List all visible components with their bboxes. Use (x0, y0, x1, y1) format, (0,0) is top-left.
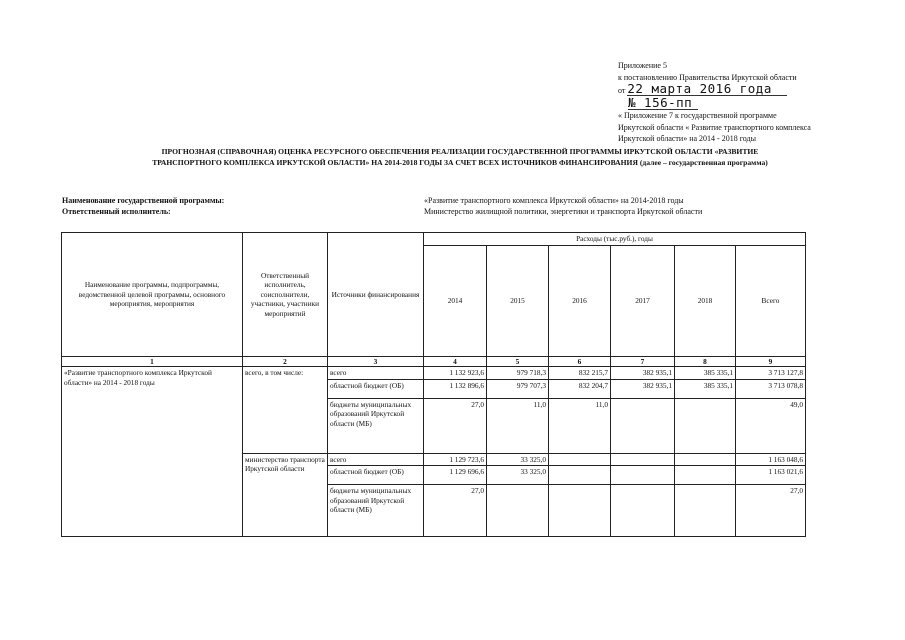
value-cell: 979 707,3 (487, 379, 549, 398)
source-cell: бюджеты муниципальных образований Иркутской области (МБ) (328, 485, 424, 537)
col-num: 4 (424, 356, 487, 367)
value-cell: 382 935,1 (611, 379, 675, 398)
source-cell: всего (328, 453, 424, 466)
executor-label: Ответственный исполнитель: (62, 207, 171, 216)
program-value: «Развитие транспортного комплекса Иркутской области» на 2014-2018 годы (424, 196, 684, 205)
document-title (60, 146, 860, 168)
col-num: 3 (328, 356, 424, 367)
appendix-line5: « Приложение 7 к государственной программе (618, 111, 777, 120)
year-2017: 2017 (611, 245, 675, 356)
col-num: 1 (62, 356, 243, 367)
executor-ministry-cell: министерство транспорта Иркутской области (243, 453, 328, 537)
source-cell: областной бюджет (ОБ) (328, 379, 424, 398)
value-cell (487, 485, 549, 537)
source-cell: бюджеты муниципальных образований Иркутской области (МБ) (328, 398, 424, 453)
value-cell (675, 485, 736, 537)
value-cell: 1 129 696,6 (424, 466, 487, 485)
appendix-line2: к постановлению Правительства Иркутской области (618, 72, 797, 82)
value-cell (549, 466, 611, 485)
value-cell: 1 129 723,6 (424, 453, 487, 466)
header-source: Источники финансирования (328, 233, 424, 357)
value-cell: 27,0 (736, 485, 806, 537)
value-cell (549, 453, 611, 466)
year-2015: 2015 (487, 245, 549, 356)
year-total: Всего (736, 245, 806, 356)
table-row (62, 367, 806, 380)
year-2014: 2014 (424, 245, 487, 356)
appendix-from: от (618, 86, 626, 95)
value-cell (611, 398, 675, 453)
executor-all-cell: всего, в том числе: (243, 367, 328, 454)
title-line1: ПРОГНОЗНАЯ (СПРАВОЧНАЯ) ОЦЕНКА РЕСУРСНОГО ОБЕСПЕЧЕНИЯ РЕАЛИЗАЦИИ ГОСУДАРСТВЕННОЙ ПРОГРАММЫ ИРКУТСКОЙ ОБЛАСТИ «РАЗВИТИЕ (161, 147, 759, 156)
col-num: 8 (675, 356, 736, 367)
value-cell: 11,0 (487, 398, 549, 453)
appendix-number: № 156-пп (628, 97, 698, 110)
value-cell: 33 325,0 (487, 466, 549, 485)
value-cell: 3 713 127,8 (736, 367, 806, 380)
value-cell: 33 325,0 (487, 453, 549, 466)
value-cell: 1 132 896,6 (424, 379, 487, 398)
header-executor: Ответственный исполнитель, соисполнители, участники, участники мероприятий (243, 233, 328, 357)
value-cell (675, 466, 736, 485)
value-cell (549, 485, 611, 537)
value-cell: 11,0 (549, 398, 611, 453)
value-cell (611, 453, 675, 466)
value-cell: 1 163 021,6 (736, 466, 806, 485)
value-cell: 832 215,7 (549, 367, 611, 380)
title-line2: ТРАНСПОРТНОГО КОМПЛЕКСА ИРКУТСКОЙ ОБЛАСТИ» НА 2014-2018 ГОДЫ ЗА СЧЕТ ВСЕХ ИСТОЧНИКОВ ФИНАНСИРОВАНИЯ (далее – государственная программа) (152, 158, 768, 167)
program-label: Наименование государственной программы: (62, 196, 225, 205)
appendix-line7: Иркутской области» на 2014 - 2018 годы (618, 134, 756, 143)
info-values (424, 195, 702, 217)
year-2018: 2018 (675, 245, 736, 356)
value-cell: 3 713 078,8 (736, 379, 806, 398)
value-cell: 27,0 (424, 398, 487, 453)
value-cell: 1 163 048,6 (736, 453, 806, 466)
value-cell: 385 335,1 (675, 367, 736, 380)
value-cell: 27,0 (424, 485, 487, 537)
appendix-line6: Иркутской области « Развитие транспортного комплекса (618, 122, 811, 132)
col-num: 9 (736, 356, 806, 367)
value-cell: 382 935,1 (611, 367, 675, 380)
col-num: 2 (243, 356, 328, 367)
source-cell: всего (328, 367, 424, 380)
appendix-date: 22 марта 2016 года (627, 83, 787, 96)
appendix-header (618, 60, 898, 145)
value-cell: 1 132 923,6 (424, 367, 487, 380)
source-cell: областной бюджет (ОБ) (328, 466, 424, 485)
executor-value: Министерство жилищной политики, энергетики и транспорта Иркутской области (424, 207, 703, 216)
col-num: 7 (611, 356, 675, 367)
col-num: 5 (487, 356, 549, 367)
value-cell (675, 398, 736, 453)
col-num: 6 (549, 356, 611, 367)
program-name-cell: «Развитие транспортного комплекса Иркутской области» на 2014 - 2018 годы (62, 367, 243, 537)
appendix-line1: Приложение 5 (618, 61, 667, 70)
resource-table (61, 232, 806, 537)
info-labels (62, 195, 224, 217)
value-cell (675, 453, 736, 466)
value-cell: 49,0 (736, 398, 806, 453)
value-cell: 385 335,1 (675, 379, 736, 398)
value-cell (611, 485, 675, 537)
year-2016: 2016 (549, 245, 611, 356)
header-name: Наименование программы, подпрограммы, ведомственной целевой программы, основного мероприятия, мероприятия (62, 233, 243, 357)
header-expenses: Расходы (тыс.руб.), годы (424, 233, 806, 246)
value-cell (611, 466, 675, 485)
column-number-row (62, 356, 806, 367)
value-cell: 832 204,7 (549, 379, 611, 398)
value-cell: 979 718,3 (487, 367, 549, 380)
